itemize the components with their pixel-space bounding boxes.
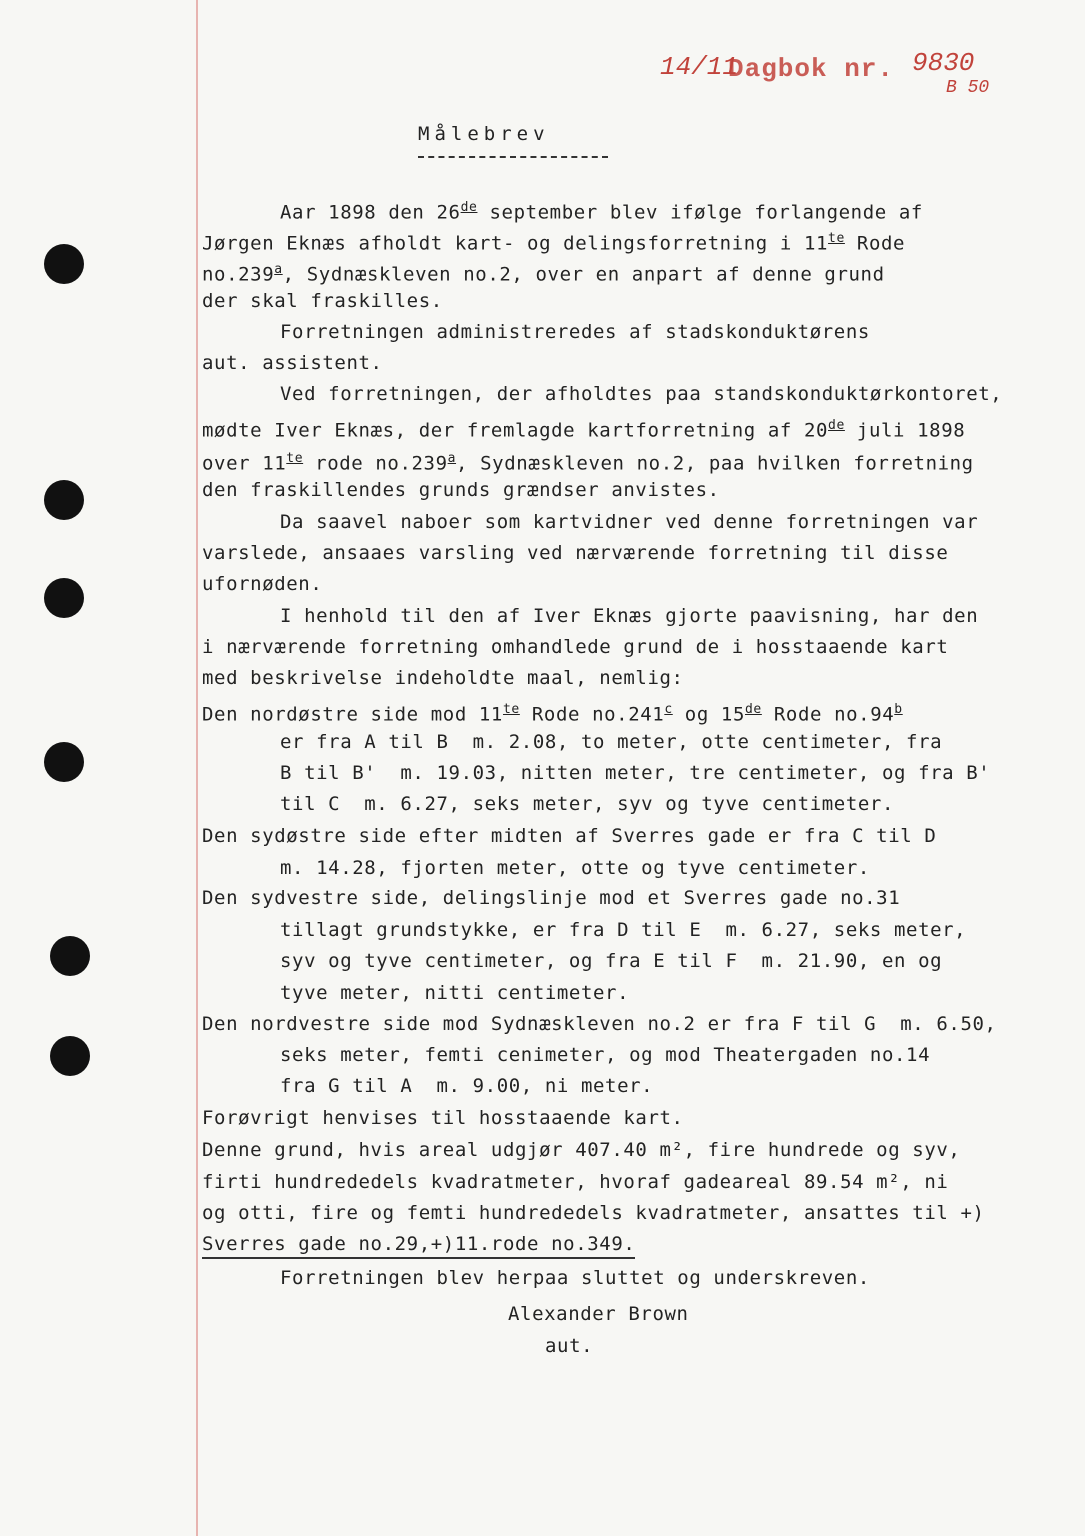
text-line: firti hundrededels kvadratmeter, hvoraf gadeareal 89.54 m², ni — [202, 1171, 949, 1193]
text-line: over $11^{te}$ rode no.239$^a$, Sydnæskleven no.2, paa hvilken forretning — [202, 451, 974, 475]
journal-stamp — [660, 48, 1020, 102]
text-line: I henhold til den af Iver Eknæs gjorte paavisning, har den — [280, 605, 979, 627]
punch-hole — [44, 244, 84, 284]
text-line: Den sydøstre side efter midten af Sverres gade er fra C til D — [202, 825, 937, 847]
text-line: og otti, fire og femti hundrededels kvadratmeter, ansattes til +) — [202, 1202, 985, 1224]
punch-hole — [50, 936, 90, 976]
text-line: fra G til A m. 9.00, ni meter. — [280, 1075, 654, 1097]
text-line: aut. assistent. — [202, 352, 383, 374]
text-line: i nærværende forretning omhandlede grund de i hosstaaende kart — [202, 636, 949, 658]
text-line: seks meter, femti cenimeter, og mod Theatergaden no.14 — [280, 1044, 931, 1066]
text-line: Forretningen administreredes af stadskonduktørens — [280, 321, 870, 343]
stamp-label: Dagbok nr. — [728, 54, 895, 84]
text-line: Aar 1898 den 26de september blev ifølge forlangende af — [280, 200, 923, 224]
text-line: Jørgen Eknæs afholdt kart- og delingsforretning i $11^{te}$ Rode — [202, 231, 906, 255]
text-line: m. 14.28, fjorten meter, otte og tyve centimeter. — [280, 857, 870, 879]
text-line: no.239$^a$, Sydnæskleven no.2, over en anpart af denne grund — [202, 262, 885, 286]
text-line: til C m. 6.27, seks meter, syv og tyve centimeter. — [280, 793, 894, 815]
text-line: Ved forretningen, der afholdtes paa standskonduktørkontoret, — [280, 383, 1003, 405]
text-line: Forøvrigt henvises til hosstaaende kart. — [202, 1107, 684, 1129]
text-line: mødte Iver Eknæs, der fremlagde kartforretning af 20de juli 1898 — [202, 418, 966, 442]
text-line: Forretningen blev herpaa sluttet og underskreven. — [280, 1267, 870, 1289]
signature-title: aut. — [545, 1335, 594, 1357]
text-line: syv og tyve centimeter, og fra E til F m. 21.90, en og — [280, 950, 943, 972]
text-line: Den nordøstre side mod $11^{te}$ Rode no.241$^c$ og 15de Rode no.94$^b$ — [202, 702, 903, 726]
punch-hole — [44, 742, 84, 782]
punch-hole — [44, 578, 84, 618]
punch-hole — [44, 480, 84, 520]
text-line: med beskrivelse indeholdte maal, nemlig: — [202, 667, 684, 689]
text-line: Den nordvestre side mod Sydnæskleven no.2 er fra F til G m. 6.50, — [202, 1013, 997, 1035]
text-line: den fraskillendes grunds grændser anvistes. — [202, 479, 720, 501]
stamp-number: 9830 — [912, 48, 975, 78]
text-line: Da saavel naboer som kartvidner ved denne forretningen var — [280, 511, 979, 533]
text-line: er fra A til B m. 2.08, to meter, otte centimeter, fra — [280, 731, 943, 753]
stamp-year: B 50 — [946, 78, 990, 98]
punch-hole — [50, 1036, 90, 1076]
text-line: ufornøden. — [202, 573, 323, 595]
document-title: Målebrev — [418, 123, 550, 145]
address-line: Sverres gade no.29,+)11.rode no.349. — [202, 1232, 635, 1256]
text-line: der skal fraskilles. — [202, 290, 443, 312]
title-underline — [418, 156, 608, 158]
stamp-date: 14/11 — [660, 52, 739, 82]
text-line: B til B' m. 19.03, nitten meter, tre centimeter, og fra B' — [280, 762, 991, 784]
text-line: Den sydvestre side, delingslinje mod et Sverres gade no.31 — [202, 887, 901, 909]
signature-name: Alexander Brown — [508, 1303, 689, 1325]
text-line: tillagt grundstykke, er fra D til E m. 6.27, seks meter, — [280, 919, 967, 941]
text-line: Denne grund, hvis areal udgjør 407.40 m², fire hundrede og syv, — [202, 1139, 961, 1161]
text-line: varslede, ansaaes varsling ved nærværende forretning til disse — [202, 542, 949, 564]
text-line: tyve meter, nitti centimeter. — [280, 982, 630, 1004]
margin-rule — [196, 0, 198, 1536]
